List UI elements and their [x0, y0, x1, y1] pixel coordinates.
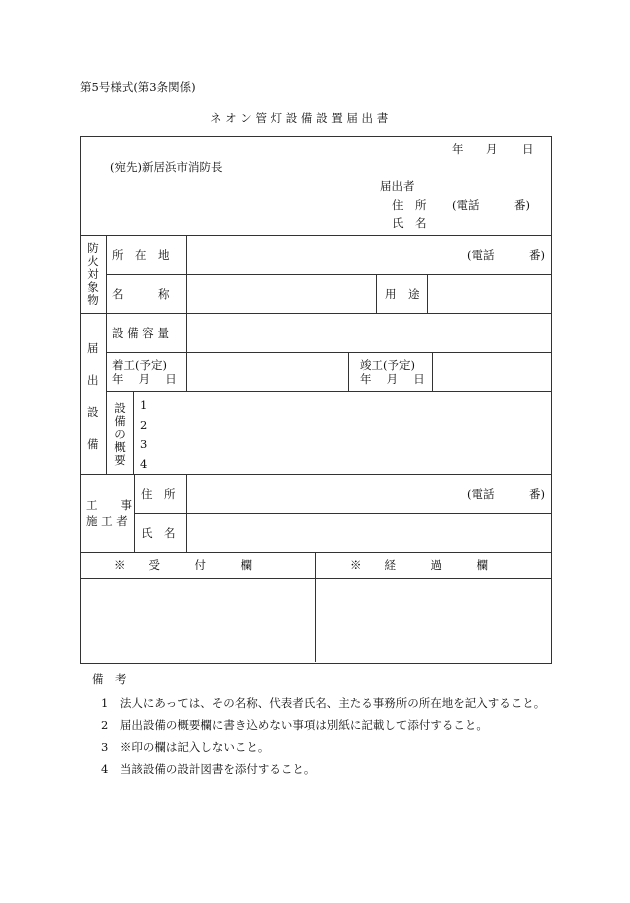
contractor-name-label: 氏 名 — [141, 526, 176, 540]
divider-contractor — [80, 552, 552, 553]
addressee: (宛先)新居浜市消防長 — [110, 160, 223, 174]
summary-item-1: 1 — [140, 398, 148, 412]
capacity-label: 設 備 容 量 — [112, 326, 169, 340]
divider-remarks-header — [80, 578, 552, 579]
location-phone: (電話 番) — [467, 248, 545, 262]
summary-item-3: 3 — [140, 437, 148, 451]
equipment-section-label-3: 設 — [87, 405, 99, 419]
divider-contractor-address — [134, 513, 552, 514]
equipment-section-label-1: 届 — [87, 341, 99, 355]
col-contractor-label — [134, 474, 135, 552]
form-table — [80, 136, 552, 664]
col-finish-label-left — [348, 352, 349, 391]
applicant-name-label: 氏 名 — [392, 216, 427, 230]
contractor-section-label-1: 工 事 — [86, 498, 132, 512]
divider-start-finish — [106, 391, 552, 392]
date-year: 年 — [452, 142, 464, 156]
date-day: 日 — [522, 142, 534, 156]
fire-target-section-label: 防火対象物 — [87, 241, 99, 307]
col-remarks-divider — [315, 552, 316, 662]
applicant-address-label: 住 所 — [392, 198, 427, 212]
start-label-2: 年 月 日 — [112, 372, 177, 386]
divider-fire-location — [106, 274, 552, 275]
col-contractor-field — [186, 474, 187, 552]
col-summary-label — [133, 391, 134, 474]
equipment-section-label-4: 備 — [87, 437, 99, 451]
col-fire-field — [186, 235, 187, 313]
col-finish-label-right — [432, 352, 433, 391]
location-label: 所 在 地 — [112, 248, 170, 262]
date-month: 月 — [486, 142, 498, 156]
contractor-phone: (電話 番) — [467, 487, 545, 501]
contractor-address-label: 住 所 — [141, 487, 176, 501]
summary-label: 設備の概要 — [114, 401, 126, 467]
divider-applicant — [80, 235, 552, 236]
equipment-section-label-2: 出 — [87, 373, 99, 387]
summary-item-2: 2 — [140, 418, 148, 432]
divider-capacity — [106, 352, 552, 353]
reception-header: ※ 受 付 欄 — [114, 558, 252, 572]
document-title: ネ オ ン 管 灯 設 備 設 置 届 出 書 — [210, 111, 389, 125]
col-equipment-field — [186, 313, 187, 391]
notes-heading: 備 考 — [92, 672, 127, 686]
finish-label-1: 竣工(予定) — [360, 358, 415, 372]
divider-fire-target — [80, 313, 552, 314]
note-item-3: 3 ※印の欄は記入しないこと。 — [101, 740, 270, 754]
progress-header: ※ 経 過 欄 — [350, 558, 488, 572]
finish-label-2: 年 月 日 — [360, 372, 425, 386]
col-use-label-right — [427, 274, 428, 313]
divider-equipment — [80, 474, 552, 475]
note-item-4: 4 当該設備の設計図書を添付すること。 — [101, 762, 316, 776]
start-label-1: 着工(予定) — [112, 358, 167, 372]
note-item-1: 1 法人にあっては、その名称、代表者氏名、主たる事務所の所在地を記入すること。 — [101, 696, 546, 710]
col-use-label-left — [376, 274, 377, 313]
use-label: 用 途 — [385, 287, 420, 301]
form-number: 第5号様式(第3条関係) — [80, 80, 196, 94]
note-item-2: 2 届出設備の概要欄に書き込めない事項は別紙に記載して添付すること。 — [101, 718, 488, 732]
applicant-phone: (電話 番) — [452, 198, 530, 212]
summary-item-4: 4 — [140, 457, 148, 471]
name-label: 名 称 — [112, 287, 170, 301]
applicant-label: 届出者 — [380, 179, 415, 193]
contractor-section-label-2: 施 工 者 — [86, 514, 128, 528]
col-equipment-label — [106, 313, 107, 474]
col-fire-label — [106, 235, 107, 313]
